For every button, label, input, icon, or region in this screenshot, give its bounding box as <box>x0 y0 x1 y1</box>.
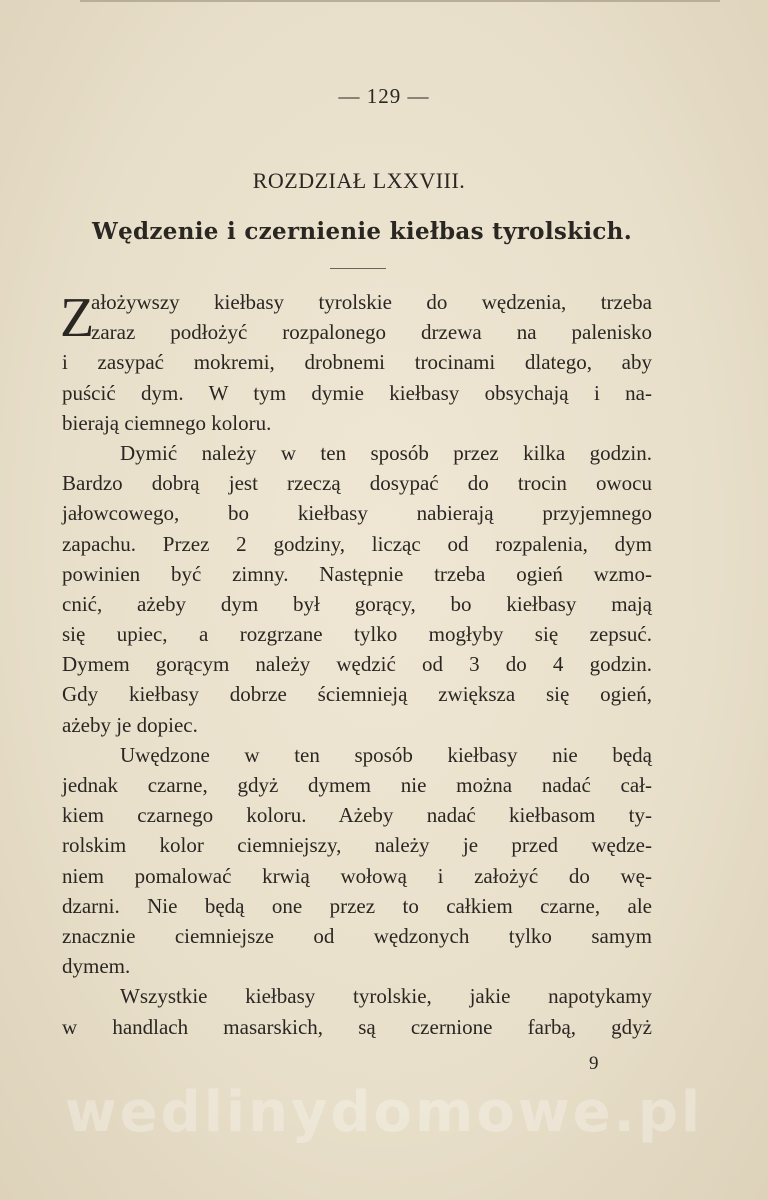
text-line: dzarni. Nie będą one przez to całkiem czarne, ale <box>62 893 652 918</box>
body-text <box>62 287 652 1042</box>
signature-mark: 9 <box>589 1053 599 1074</box>
section-title: Wędzenie i czernienie kiełbas tyrolskich. <box>91 218 633 245</box>
text-line: się upiec, a rozgrzane tylko mogłyby się zepsuć. <box>62 622 652 647</box>
top-edge-rule <box>80 0 720 2</box>
text-line: cnić, ażeby dym był gorący, bo kiełbasy mają <box>62 591 652 616</box>
text-line: ażeby je dopiec. <box>62 712 198 737</box>
text-line: Gdy kiełbasy dobrze ściemnieją zwiększa się ogień, <box>62 682 652 707</box>
text-line: Dymem gorącym należy wędzić od 3 do 4 godzin. <box>62 652 652 677</box>
watermark-logo: wedlinydomowe.pl <box>64 1080 704 1145</box>
text-line: Uwędzone w ten sposób kiełbasy nie będą <box>120 742 652 767</box>
text-line: zapachu. Przez 2 godziny, licząc od rozpalenia, dym <box>62 531 652 556</box>
chapter-title: ROZDZIAŁ LXXVIII. <box>252 168 466 193</box>
page-number: — 129 — <box>338 84 430 108</box>
text-line: powinien być zimny. Następnie trzeba ogień wzmo- <box>62 561 652 586</box>
text-line: ałożywszy kiełbasy tyrolskie do wędzenia, trzeba <box>91 290 652 314</box>
text-line: Dymić należy w ten sposób przez kilka godzin. <box>120 440 652 465</box>
text-line: bierają ciemnego koloru. <box>62 410 272 435</box>
text-line: puścić dym. W tym dymie kiełbasy obsychają i na- <box>62 380 652 405</box>
text-line: kiem czarnego koloru. Ażeby nadać kiełbasom ty- <box>62 803 652 828</box>
text-line: i zasypać mokremi, drobnemi trocinami dlatego, aby <box>62 350 652 375</box>
text-line: zaraz podłożyć rozpalonego drzewa na palenisko <box>91 320 652 345</box>
text-line: niem pomalować krwią wołową i założyć do wę- <box>62 863 652 888</box>
text-line: Bardzo dobrą jest rzeczą dosypać do trocin owocu <box>62 471 652 496</box>
title-divider <box>330 268 386 269</box>
text-line: jednak czarne, gdyż dymem nie można nadać cał- <box>62 773 652 797</box>
text-line: dymem. <box>62 954 131 979</box>
text-line: znacznie ciemniejsze od wędzonych tylko samym <box>62 923 652 948</box>
text-line: Wszystkie kiełbasy tyrolskie, jakie napotykamy <box>120 984 652 1009</box>
text-line: w handlach masarskich, są czernione farbą, gdyż <box>62 1014 652 1039</box>
text-line: jałowcowego, bo kiełbasy nabierają przyjemnego <box>62 501 652 526</box>
drop-cap: Z <box>60 287 95 349</box>
text-line: rolskim kolor ciemniejszy, należy je przed wędze- <box>62 833 652 858</box>
